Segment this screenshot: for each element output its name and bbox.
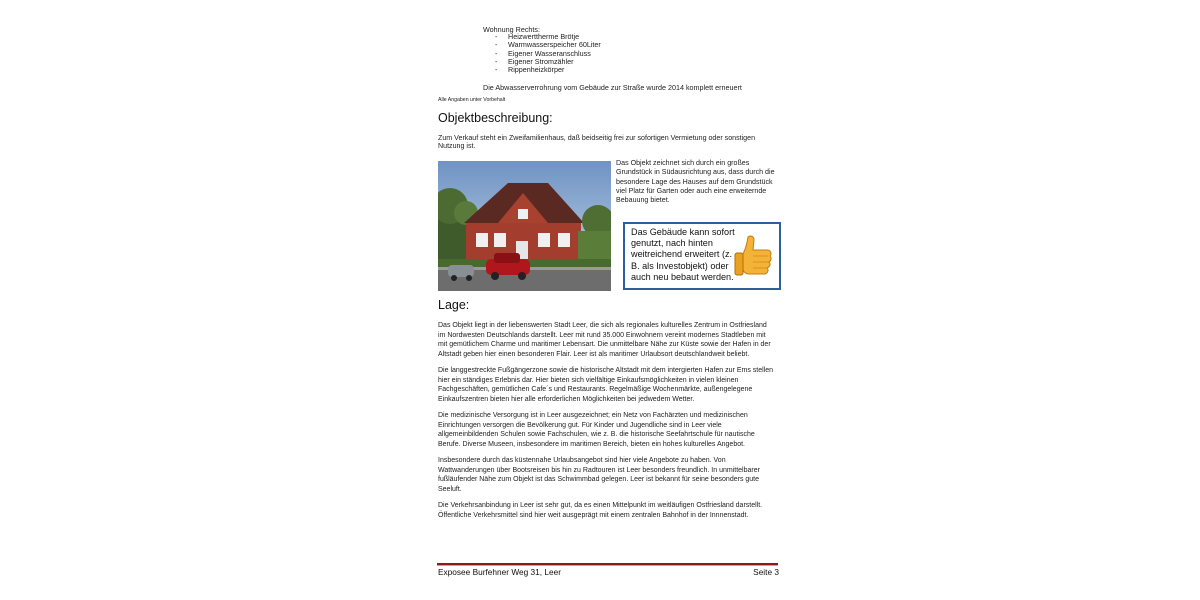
abwasser-note: Die Abwasserverrohrung vom Gebäude zur Straße wurde 2014 komplett erneuert: [483, 83, 742, 92]
section-heading-lage: Lage:: [438, 298, 470, 312]
lage-paragraph: Das Objekt liegt in der liebenswerten Stadt Leer, die sich als regionales kulturelles Zentrum in Ostfriesland im Nordwesten Deutschlands darstellt. Leer mit rund 35.000 Einwohnern vereint modernes Stadtleben mit mit gemütlichem Charme und maritimer Lebensart. Die unmittelbare Nähe zur Küste sowie der Hafen in der Altstadt geben hier einen besonderen Flair. Leer ist als maritimer Urlaubsort deutschlandweit beliebt.: [438, 322, 771, 358]
thumbs-up-icon: [733, 234, 773, 278]
document-page: [438, 0, 780, 600]
disclaimer: Alle Angaben unter Vorbehalt: [438, 97, 506, 103]
list-item: - Heizwerttherme Brötje: [495, 33, 601, 41]
footer-rule-shadow: [437, 565, 778, 566]
list-item: - Rippenheizkörper: [495, 66, 601, 74]
page-number: Seite 3: [753, 567, 779, 577]
list-item: - Eigener Wasseranschluss: [495, 50, 601, 58]
objekt-description: Das Objekt zeichnet sich durch ein großes Grundstück in Südausrichtung aus, dass durch die besondere Lage des Hauses auf dem Grundstück viel Platz für Garten oder auch eine erweiternde Bebauung bietet.: [616, 159, 775, 205]
feature-list: [495, 33, 601, 74]
section-heading-objekt: Objektbeschreibung:: [438, 111, 553, 125]
list-item: - Eigener Stromzähler: [495, 58, 601, 66]
lage-paragraph: Die medizinische Versorgung ist in Leer ausgezeichnet; ein Netz von Fachärzten und medizinischen Einrichtungen versorgen die Bevölkerung gut. Für Kinder und Jugendliche sind in Leer viele allgemeinbildenden Schulen sowie Fachschulen, wie z. B. die historische Seefahrtschule für nautische Berufe. Diverse Museen, insbesondere im maritimen Bereich, bieten ein hohes kulturelles Angebot.: [438, 412, 755, 448]
lage-paragraph: Insbesondere durch das küstennahe Urlaubsangebot sind hier viele Angebote zu haben. Von Wattwanderungen über Bootsreisen bis hin zu Radtouren ist Leer besonders freundlich. In unmittelbarer fußläufender Nähe zum Objekt ist das Schwimmbad gelegen. Leer ist bekannt für seine besonders gute Seeluft.: [438, 457, 760, 493]
lage-paragraph: Die langgestreckte Fußgängerzone sowie die historische Altstadt mit dem intergierten Hafen zur Ems stellen hier ein ständiges Erlebnis dar. Hier bieten sich vielfältige Einkaufsmöglichkeiten in vielen kleinen Fachgeschäften, gemütlichen Cafe´s und Restaurants. Regelmäßige Wochenmärkte, außengelegene Einkaufszentren bieten hier alle erforderlichen Möglichkeiten bei jedwedem Wetter.: [438, 367, 773, 403]
wohnung-title: Wohnung Rechts:: [483, 25, 541, 34]
callout-text: Das Gebäude kann sofort genutzt, nach hinten weitreichend erweitert (z. B. als Investobjekt) oder auch neu bebaut werden.: [631, 227, 735, 282]
callout-box: [623, 222, 781, 290]
objekt-intro: Zum Verkauf steht ein Zweifamilienhaus, daß beidseitig frei zur sofortigen Vermietung oder sonstigen Nutzung ist.: [438, 134, 756, 151]
lage-paragraph: Die Verkehrsanbindung in Leer ist sehr gut, da es einen Mittelpunkt im weitläufigen Ostfriesland darstellt. Öffentliche Verkehrsmittel sind hier weit ausgeprägt mit einem zentralen Bahnhof in der Innnenstadt.: [438, 502, 763, 519]
footer-title: Exposee Burfehner Weg 31, Leer: [438, 567, 561, 577]
house-photo: [438, 161, 611, 291]
list-item: - Warmwasserspeicher 60Liter: [495, 41, 601, 49]
